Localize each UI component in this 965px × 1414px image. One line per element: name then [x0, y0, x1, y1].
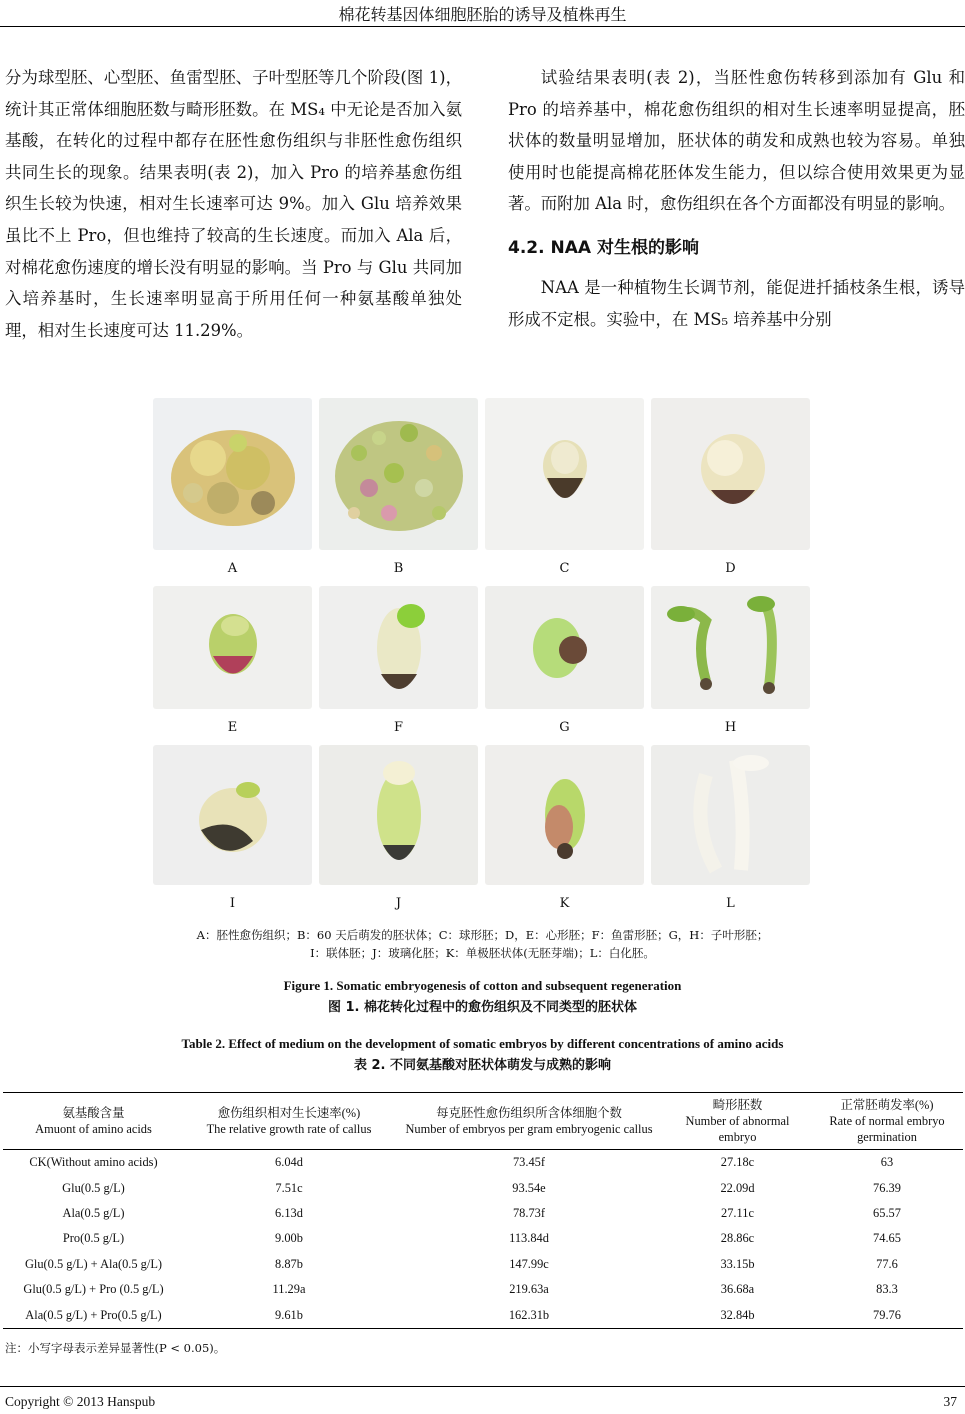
table-cell: 77.6 — [876, 1256, 898, 1271]
photo-cotyledon-embryo — [485, 586, 644, 709]
photo-globular-embryo — [485, 398, 644, 550]
photo-cotyledon-embryos-pair — [651, 586, 810, 709]
table-cell: 6.04d — [275, 1155, 303, 1170]
table-row — [3, 1252, 963, 1277]
left-column — [5, 62, 462, 346]
table-header: 氨基酸含量 Amuont of amino acids — [3, 1093, 184, 1150]
photo-heart-embryo — [651, 398, 810, 550]
panel-label: C — [559, 560, 570, 576]
table-header-row — [3, 1093, 963, 1150]
figure-legend-line-2: I：联体胚；J：玻璃化胚；K：单极胚状体(无胚芽端)；L：白化胚。 — [310, 946, 655, 960]
figure-caption-zh: 图 1. 棉花转化过程中的愈伤组织及不同类型的胚状体 — [327, 1000, 638, 1015]
right-column — [508, 62, 965, 335]
table-cell: 93.54e — [512, 1180, 546, 1195]
table-cell: 27.18c — [720, 1155, 755, 1170]
figure-legend-line-1: A：胚性愈伤组织；B：60 天后萌发的胚状体；C：球形胚；D，E：心形胚；F：鱼雷形胚；G，H：子叶形胚； — [196, 928, 769, 942]
panel-label: G — [559, 719, 570, 735]
table-cell: 78.73f — [512, 1205, 545, 1220]
table-cell: 9.00b — [275, 1231, 303, 1246]
photo-embryogenic-callus — [153, 398, 312, 550]
table-header: 愈伤组织相对生长速率(%) The relative growth rate of callus — [184, 1093, 394, 1150]
table-cell: 28.86c — [720, 1231, 755, 1246]
right-paragraph-1: 试验结果表明(表 2)，当胚性愈伤转移到添加有 Glu 和 Pro 的培养基中，棉花愈伤组织的相对生长速率明显提高，胚状体的数量明显增加，胚状体的萌发和成熟也较为容易。单独使用时也能提高棉花胚体发生能力，但以综合使用效果更为显著。而附加 Ala 时，愈伤组织在各个方面都没有明显的影响。 — [508, 68, 965, 214]
table-cell: 63 — [880, 1155, 894, 1170]
table-row — [3, 1302, 963, 1328]
table-cell: 11.29a — [272, 1282, 306, 1297]
table-caption-zh: 表 2. 不同氨基酸对胚状体萌发与成熟的影响 — [353, 1058, 612, 1073]
header-rule — [0, 26, 965, 27]
photo-vitrified-embryo — [319, 745, 478, 885]
photo-torpedo-embryo — [319, 586, 478, 709]
section-heading: 4.2. NAA 对生根的影响 — [508, 237, 699, 258]
panel-label: F — [393, 719, 404, 735]
table-header: 正常胚萌发率(%) Rate of normal embryo germination — [811, 1093, 963, 1150]
table-cell: Pro(0.5 g/L) — [62, 1231, 125, 1246]
table-header: 畸形胚数 Number of abnormal embryo — [664, 1093, 811, 1150]
table-cell: 36.68a — [720, 1282, 755, 1297]
right-paragraph-2: NAA 是一种植物生长调节剂，能促进扦插枝条生根，诱导形成不定根。实验中，在 MS₅ 培养基中分别 — [508, 277, 965, 329]
table-caption-en: Table 2. Effect of medium on the development of somatic embryos by different concentrations of amino acids — [181, 1036, 784, 1051]
table-cell: 6.13d — [275, 1205, 303, 1220]
figure-row-3 — [153, 745, 813, 885]
table-row — [3, 1150, 963, 1176]
table-cell: 76.39 — [873, 1180, 901, 1195]
table-cell: 113.84d — [509, 1231, 549, 1246]
panel-label: I — [229, 895, 236, 911]
running-head: 棉花转基因体细胞胚胎的诱导及植株再生 — [338, 5, 627, 24]
photo-heart-embryo-2 — [153, 586, 312, 709]
panel-label: J — [395, 895, 402, 911]
table-cell: 9.61b — [184, 1302, 394, 1328]
panel-label: A — [227, 560, 238, 576]
photo-fused-embryo — [153, 745, 312, 885]
figure-1 — [153, 398, 813, 921]
figure-labels-row-1 — [153, 550, 813, 586]
panel-label: E — [227, 719, 238, 735]
photo-albino-embryo — [651, 745, 810, 885]
panel-label: D — [725, 560, 736, 576]
figure-row-1 — [153, 398, 813, 550]
table-cell: 74.65 — [873, 1231, 901, 1246]
table-cell: 22.09d — [720, 1180, 755, 1195]
table-cell: 162.31b — [394, 1302, 664, 1328]
figure-labels-row-3 — [153, 885, 813, 921]
figure-labels-row-2 — [153, 709, 813, 745]
table-cell: 8.87b — [275, 1256, 303, 1271]
table-cell: 27.11c — [721, 1205, 754, 1220]
table-note: 注：小写字母表示差异显著性(P < 0.05)。 — [5, 1341, 226, 1355]
panel-label: H — [724, 719, 737, 735]
table-cell: 147.99c — [509, 1256, 549, 1271]
photo-germinated-embryoids — [319, 398, 478, 550]
figure-row-2 — [153, 586, 813, 709]
table-cell: 79.76 — [811, 1302, 963, 1328]
table-cell: CK(Without amino acids) — [29, 1155, 158, 1170]
figure-caption-en: Figure 1. Somatic embryogenesis of cotton and subsequent regeneration — [283, 978, 682, 993]
table-cell: Glu(0.5 g/L) — [62, 1180, 125, 1195]
table-cell: 83.3 — [876, 1282, 898, 1297]
table-cell: Glu(0.5 g/L) + Pro (0.5 g/L) — [23, 1282, 164, 1297]
copyright: Copyright © 2013 Hanspub — [5, 1394, 156, 1409]
table-row — [3, 1277, 963, 1302]
table-header: 每克胚性愈伤组织所含体细胞个数 Number of embryos per gram embryogenic callus — [394, 1093, 664, 1150]
footer-rule — [0, 1386, 965, 1387]
table-row — [3, 1175, 963, 1200]
photo-unipolar-embryoid — [485, 745, 644, 885]
panel-label: L — [726, 895, 735, 911]
table-cell: 33.15b — [720, 1256, 755, 1271]
panel-label: K — [559, 895, 570, 911]
page-number: 37 — [943, 1394, 957, 1409]
table-cell: 32.84b — [664, 1302, 811, 1328]
table-cell: 73.45f — [512, 1155, 545, 1170]
table-cell: 7.51c — [275, 1180, 303, 1195]
table-cell: 219.63a — [509, 1282, 549, 1297]
table-cell: Ala(0.5 g/L) + Pro(0.5 g/L) — [3, 1302, 184, 1328]
table-row — [3, 1201, 963, 1226]
table-cell: 65.57 — [873, 1205, 901, 1220]
left-paragraph: 分为球型胚、心型胚、鱼雷型胚、子叶型胚等几个阶段(图 1)，统计其正常体细胞胚数与畸形胚数。在 MS₄ 中无论是否加入氨基酸，在转化的过程中都存在胚性愈伤组织与非胚性愈伤组织共同生长的现象。结果表明(表 2)，加入 Pro 的培养基愈伤组织生长较为快速，相对生长速率可达 9%。加入 Glu 培养效果虽比不上 Pro，但也维持了较高的生长速度。而加入 Ala 后，对棉花愈伤速度的增长没有明显的影响。当 Pro 与 Glu 共同加入培养基时，生长速率明显高于所用任何一种氨基酸单独处理，相对生长速度可达 11.29%。 — [5, 68, 462, 340]
table-cell: Ala(0.5 g/L) — [62, 1205, 125, 1220]
table-cell: Glu(0.5 g/L) + Ala(0.5 g/L) — [24, 1256, 163, 1271]
amino-acid-table — [3, 1092, 963, 1329]
panel-label: B — [393, 560, 404, 576]
table-row — [3, 1226, 963, 1251]
